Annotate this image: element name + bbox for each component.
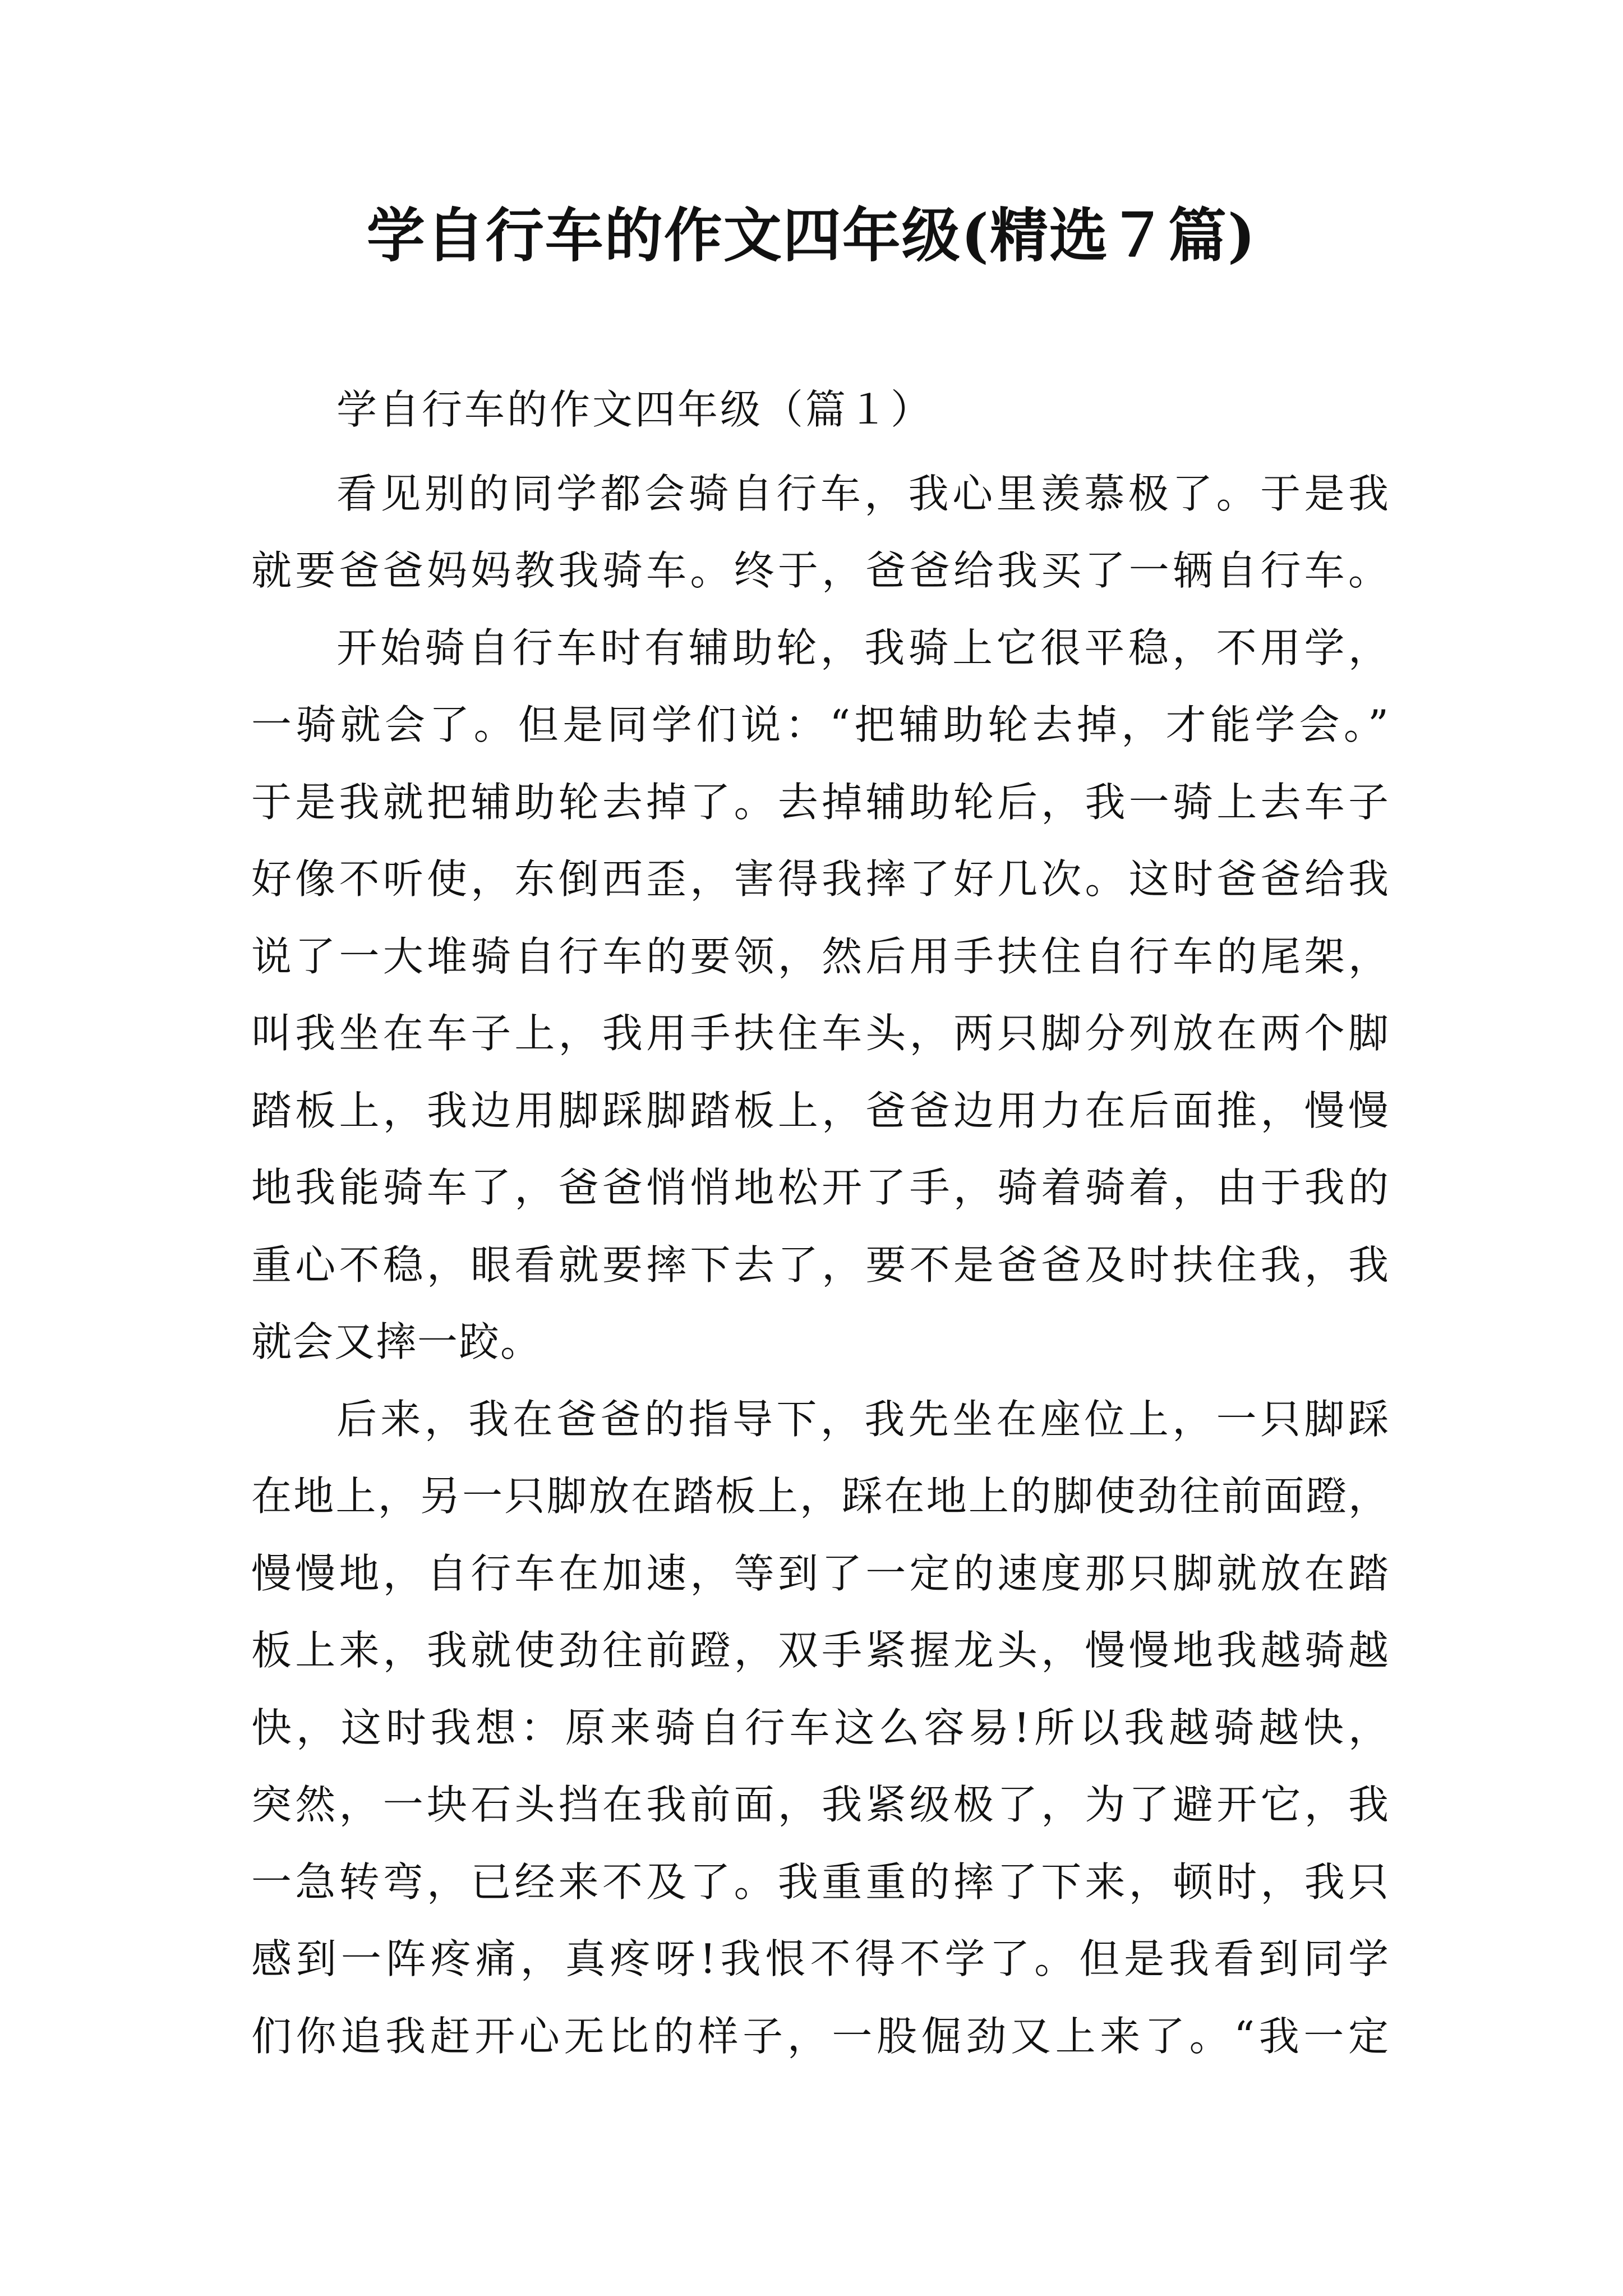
- body-line: 快，这时我想：原来骑自行车这么容易!所以我越骑越快，: [251, 1704, 1390, 1751]
- body-line: 后来，我在爸爸的指导下，我先坐在座位上，一只脚踩: [336, 1396, 1390, 1443]
- body-line: 慢慢地，自行车在加速，等到了一定的速度那只脚就放在踏: [251, 1550, 1390, 1597]
- body-line: 一急转弯，已经来不及了。我重重的摔了下来，顿时，我只: [251, 1858, 1390, 1906]
- body-line: 在地上，另一只脚放在踏板上，踩在地上的脚使劲往前面蹬，: [251, 1473, 1390, 1520]
- body-line: 一骑就会了。但是同学们说：“把辅助轮去掉，才能学会。”: [251, 701, 1390, 748]
- body-line: 开始骑自行车时有辅助轮，我骑上它很平稳，不用学，: [336, 624, 1390, 671]
- body-line: 就要爸爸妈妈教我骑车。终于，爸爸给我买了一辆自行车。: [251, 547, 1390, 594]
- section-heading: 学自行车的作文四年级（篇１）: [336, 386, 934, 433]
- body-line: 重心不稳，眼看就要摔下去了，要不是爸爸及时扶住我，我: [251, 1241, 1390, 1289]
- body-line: 踏板上，我边用脚踩脚踏板上，爸爸边用力在后面推，慢慢: [251, 1087, 1390, 1134]
- body-line: 们你追我赶开心无比的样子，一股倔劲又上来了。“我一定: [251, 2013, 1390, 2060]
- body-line: 看见别的同学都会骑自行车，我心里羡慕极了。于是我: [336, 470, 1390, 517]
- body-line: 于是我就把辅助轮去掉了。去掉辅助轮后，我一骑上去车子: [251, 779, 1390, 826]
- body-line: 叫我坐在车子上，我用手扶住车头，两只脚分列放在两个脚: [251, 1010, 1390, 1057]
- body-line: 突然，一块石头挡在我前面，我紧级极了，为了避开它，我: [251, 1781, 1390, 1828]
- body-line: 地我能骑车了，爸爸悄悄地松开了手，骑着骑着，由于我的: [251, 1164, 1390, 1211]
- body-line: 感到一阵疼痛，真疼呀!我恨不得不学了。但是我看到同学: [251, 1935, 1390, 1982]
- document-title: 学自行车的作文四年级(精选７篇): [366, 201, 1257, 270]
- body-line: 说了一大堆骑自行车的要领，然后用手扶住自行车的尾架，: [251, 933, 1390, 980]
- body-line: 板上来，我就使劲往前蹬，双手紧握龙头，慢慢地我越骑越: [251, 1627, 1390, 1674]
- body-line: 就会又摔一跤。: [251, 1318, 542, 1365]
- body-line: 好像不听使，东倒西歪，害得我摔了好几次。这时爸爸给我: [251, 855, 1390, 903]
